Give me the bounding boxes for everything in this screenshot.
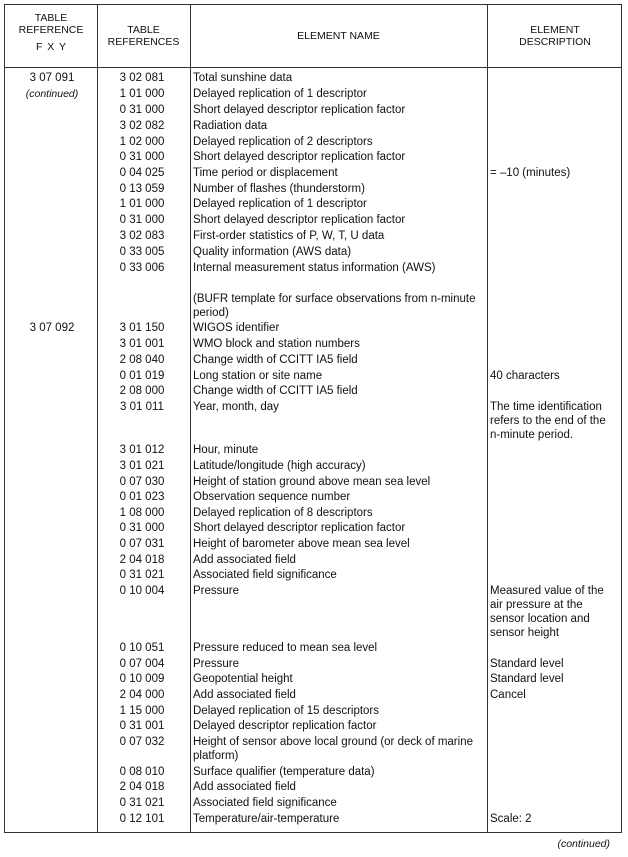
row-table-reference: 0 31 021 bbox=[119, 797, 165, 809]
row-element-name: Long station or site name bbox=[193, 370, 323, 382]
row-table-reference: 0 31 001 bbox=[119, 720, 165, 732]
row-element-description: = –10 (minutes) bbox=[490, 167, 571, 179]
row-element-name: Internal measurement status information (AWS) bbox=[193, 262, 436, 274]
header-text: ELEMENT bbox=[530, 24, 580, 36]
row-table-reference: 0 07 030 bbox=[119, 476, 165, 488]
group-reference: 3 07 092 bbox=[29, 322, 75, 334]
row-table-reference: 3 02 083 bbox=[119, 230, 165, 242]
row-table-reference: 0 31 000 bbox=[119, 214, 165, 226]
row-table-reference: 0 33 006 bbox=[119, 262, 165, 274]
row-table-reference: 0 13 059 bbox=[119, 183, 165, 195]
row-table-reference: 1 08 000 bbox=[119, 507, 165, 519]
row-element-name: Total sunshine data bbox=[193, 72, 293, 84]
row-table-reference: 0 08 010 bbox=[119, 766, 165, 778]
row-element-description: Measured value of the air pressure at the sensor location and sensor height bbox=[490, 585, 604, 639]
row-element-name: Radiation data bbox=[193, 120, 268, 132]
row-table-reference: 3 01 150 bbox=[119, 322, 165, 334]
row-element-name: Observation sequence number bbox=[193, 491, 351, 503]
row-table-reference: 3 02 082 bbox=[119, 120, 165, 132]
row-element-name: Short delayed descriptor replication factor bbox=[193, 522, 406, 534]
row-table-reference: 3 01 012 bbox=[119, 444, 165, 456]
row-element-name: Temperature/air-temperature bbox=[193, 813, 340, 825]
row-element-name: Delayed replication of 15 descriptors bbox=[193, 705, 380, 717]
group-note: (continued) bbox=[25, 88, 79, 100]
row-element-name: Pressure bbox=[193, 585, 240, 597]
header-text: REFERENCES bbox=[107, 36, 180, 48]
row-table-reference: 0 04 025 bbox=[119, 167, 165, 179]
row-table-reference: 0 31 000 bbox=[119, 151, 165, 163]
header-text: ELEMENT NAME bbox=[297, 30, 380, 42]
group-reference: 3 07 091 bbox=[29, 72, 75, 84]
header-text: TABLE bbox=[34, 12, 68, 24]
row-element-name: Height of sensor above local ground (or deck of marine platform) bbox=[193, 736, 473, 762]
row-table-reference: 0 01 019 bbox=[119, 370, 165, 382]
column-divider bbox=[487, 5, 488, 832]
header-text: REFERENCE bbox=[18, 24, 84, 36]
row-element-description: 40 characters bbox=[490, 370, 560, 382]
row-table-reference: 2 08 040 bbox=[119, 354, 165, 366]
row-element-description: The time identification refers to the end of the n-minute period. bbox=[490, 401, 606, 441]
row-table-reference: 0 31 000 bbox=[119, 522, 165, 534]
row-table-reference: 2 04 018 bbox=[119, 554, 165, 566]
row-element-description: Standard level bbox=[490, 673, 564, 685]
row-table-reference: 0 31 000 bbox=[119, 104, 165, 116]
row-table-reference: 0 10 004 bbox=[119, 585, 165, 597]
row-element-name: WIGOS identifier bbox=[193, 322, 280, 334]
row-element-name: Add associated field bbox=[193, 689, 296, 701]
row-element-name: Change width of CCITT IA5 field bbox=[193, 385, 358, 397]
row-element-name: Short delayed descriptor replication factor bbox=[193, 104, 406, 116]
row-element-name: Height of barometer above mean sea level bbox=[193, 538, 410, 550]
row-element-name: Geopotential height bbox=[193, 673, 293, 685]
row-element-name: Number of flashes (thunderstorm) bbox=[193, 183, 365, 195]
row-element-name: Delayed replication of 2 descriptors bbox=[193, 136, 373, 148]
row-table-reference: 0 01 023 bbox=[119, 491, 165, 503]
row-table-reference: 0 07 004 bbox=[119, 658, 165, 670]
row-element-name: Short delayed descriptor replication factor bbox=[193, 214, 406, 226]
row-table-reference: 2 04 018 bbox=[119, 781, 165, 793]
row-element-name: Height of station ground above mean sea level bbox=[193, 476, 431, 488]
header-text: F X Y bbox=[35, 41, 67, 53]
template-caption: (BUFR template for surface observations from n-minute period) bbox=[193, 293, 476, 319]
row-element-name: Delayed replication of 1 descriptor bbox=[193, 198, 367, 210]
row-element-name: Pressure reduced to mean sea level bbox=[193, 642, 378, 654]
row-element-name: Time period or displacement bbox=[193, 167, 338, 179]
row-table-reference: 3 01 011 bbox=[120, 401, 164, 413]
row-element-name: Surface qualifier (temperature data) bbox=[193, 766, 375, 778]
header-element-name bbox=[190, 30, 487, 42]
row-element-name: First-order statistics of P, W, T, U data bbox=[193, 230, 385, 242]
row-element-name: Change width of CCITT IA5 field bbox=[193, 354, 358, 366]
row-table-reference: 1 15 000 bbox=[119, 705, 165, 717]
row-table-reference: 0 31 021 bbox=[119, 569, 165, 581]
row-element-name: Pressure bbox=[193, 658, 240, 670]
row-element-name: Associated field significance bbox=[193, 569, 337, 581]
row-element-description: Cancel bbox=[490, 689, 526, 701]
row-table-reference: 0 07 031 bbox=[119, 538, 165, 550]
row-table-reference: 0 07 032 bbox=[119, 736, 165, 748]
row-element-name: Add associated field bbox=[193, 781, 296, 793]
row-table-reference: 1 02 000 bbox=[119, 136, 165, 148]
header-table-reference bbox=[5, 12, 97, 53]
row-table-reference: 2 08 000 bbox=[119, 385, 165, 397]
header-element-description bbox=[487, 24, 623, 48]
row-element-name: Latitude/longitude (high accuracy) bbox=[193, 460, 366, 472]
continued-note: (continued) bbox=[557, 838, 610, 850]
row-element-description: Standard level bbox=[490, 658, 564, 670]
row-element-name: Delayed replication of 1 descriptor bbox=[193, 88, 367, 100]
row-element-name: Short delayed descriptor replication factor bbox=[193, 151, 406, 163]
row-element-description: Scale: 2 bbox=[490, 813, 532, 825]
row-table-reference: 0 10 051 bbox=[119, 642, 165, 654]
row-element-name: Year, month, day bbox=[193, 401, 279, 413]
row-table-reference: 1 01 000 bbox=[119, 88, 165, 100]
row-table-reference: 1 01 000 bbox=[119, 198, 165, 210]
header-divider bbox=[5, 67, 621, 68]
row-element-name: Hour, minute bbox=[193, 444, 259, 456]
row-element-name: Add associated field bbox=[193, 554, 296, 566]
row-table-reference: 0 12 101 bbox=[119, 813, 165, 825]
row-element-name: Delayed descriptor replication factor bbox=[193, 720, 377, 732]
row-element-name: WMO block and station numbers bbox=[193, 338, 360, 350]
row-table-reference: 3 01 001 bbox=[119, 338, 165, 350]
header-text: TABLE bbox=[127, 24, 160, 36]
row-table-reference: 2 04 000 bbox=[119, 689, 165, 701]
column-divider bbox=[190, 5, 191, 832]
row-element-name: Delayed replication of 8 descriptors bbox=[193, 507, 373, 519]
row-table-reference: 0 33 005 bbox=[119, 246, 165, 258]
row-table-reference: 3 01 021 bbox=[119, 460, 165, 472]
row-table-reference: 0 10 009 bbox=[119, 673, 165, 685]
header-table-references bbox=[97, 24, 190, 48]
row-table-reference: 3 02 081 bbox=[119, 72, 165, 84]
row-element-name: Associated field significance bbox=[193, 797, 337, 809]
header-text: DESCRIPTION bbox=[519, 36, 591, 48]
row-element-name: Quality information (AWS data) bbox=[193, 246, 352, 258]
